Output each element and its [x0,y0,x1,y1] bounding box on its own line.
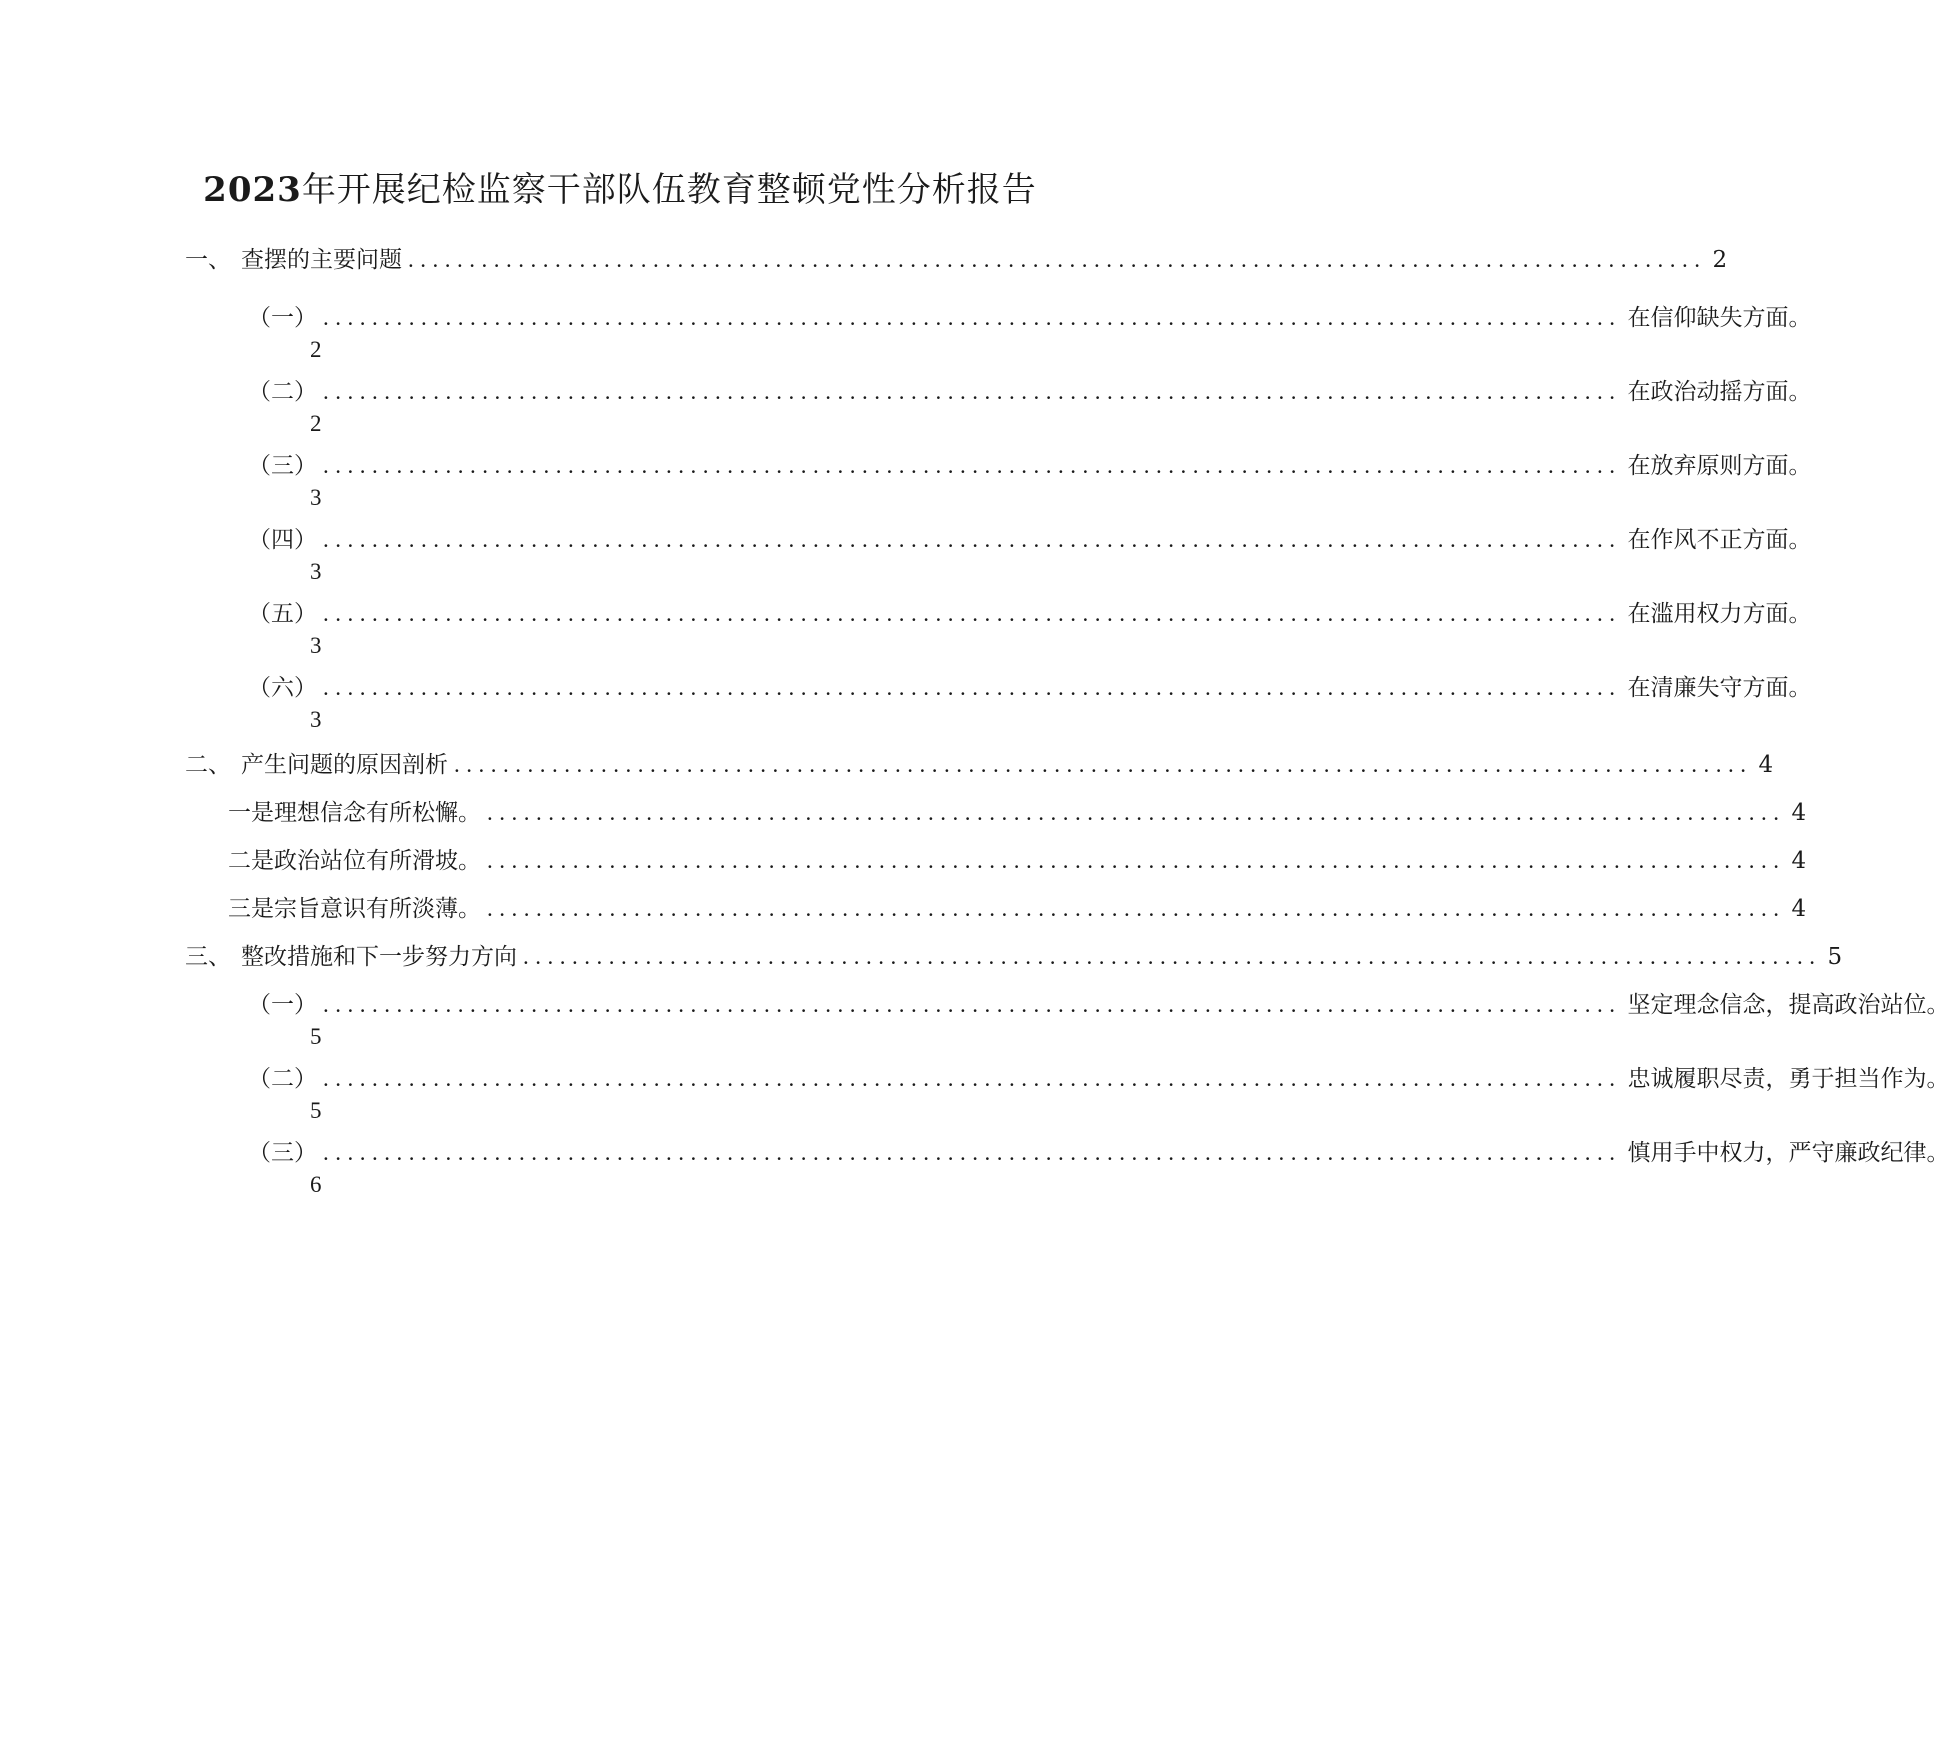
toc-entry[interactable] [185,941,1843,973]
toc-label: 在清廉失守方面。 [1627,675,1812,701]
toc-leader-dots: .......................................................................................................... [323,675,1622,700]
toc-label: 忠诚履职尽责，勇于担当作为。 [1627,1066,1950,1092]
document-title [0,162,1240,211]
toc-entry[interactable] [185,244,1728,276]
toc-entry[interactable] [248,376,1812,408]
toc-entry[interactable] [248,989,1950,1021]
toc-page-number: 4 [1791,848,1807,874]
toc-page-number: 4 [1758,752,1774,778]
toc-number: （一） [248,992,317,1018]
toc-leader-dots: .......................................................................................................... [454,752,1753,777]
toc-label: 三是宗旨意识有所淡薄。 [228,896,481,922]
toc-number: （二） [248,1066,317,1092]
toc-leader-dots: .......................................................................................................... [323,527,1622,552]
toc-number: （一） [248,305,317,331]
toc-label: 在作风不正方面。 [1627,527,1812,553]
title-text: 年开展纪检监察干部队伍教育整顿党性分析报告 [301,170,1037,210]
toc-label: 在滥用权力方面。 [1627,601,1812,627]
toc-number: （三） [248,453,317,479]
toc-page-number: 3 [310,559,322,584]
toc-page-number: 3 [310,485,322,510]
toc-page-number: 5 [1827,944,1843,970]
toc-label: 坚定理念信念，提高政治站位。 [1627,992,1950,1018]
toc-label: 在信仰缺失方面。 [1627,305,1812,331]
toc-number: （五） [248,601,317,627]
toc-entry[interactable] [248,598,1812,630]
toc-entry[interactable] [248,1063,1950,1095]
toc-number: （四） [248,527,317,553]
toc-page-number: 5 [310,1098,322,1123]
toc-page-number: 3 [310,633,322,658]
toc-leader-dots: .......................................................................................................... [323,305,1622,330]
toc-label: 查摆的主要问题 [241,247,402,273]
toc-number: （二） [248,379,317,405]
toc-leader-dots: .......................................................................................................... [408,247,1707,272]
toc-label: 二是政治站位有所滑坡。 [228,848,481,874]
toc-leader-dots: .......................................................................................................... [323,379,1622,404]
toc-entry[interactable] [185,749,1774,781]
toc-leader-dots: .......................................................................................................... [323,992,1622,1017]
toc-page-number: 3 [310,707,322,732]
toc-number: （六） [248,675,317,701]
toc-leader-dots: .......................................................................................................... [323,453,1622,478]
toc-leader-dots: .......................................................................................................... [487,896,1786,921]
toc-page-number: 2 [310,411,322,436]
toc-label: 在政治动摇方面。 [1627,379,1812,405]
toc-label: 产生问题的原因剖析 [241,752,448,778]
toc-entry[interactable] [248,450,1812,482]
toc-number: 三、 [185,944,231,970]
toc-page-number: 2 [310,337,322,362]
toc-page-number: 5 [310,1024,322,1049]
toc-page-number: 4 [1791,896,1807,922]
toc-page-number: 6 [310,1172,322,1197]
toc-number: （三） [248,1140,317,1166]
toc-leader-dots: .......................................................................................................... [523,944,1822,969]
toc-leader-dots: .......................................................................................................... [487,800,1786,825]
toc-leader-dots: .......................................................................................................... [487,848,1786,873]
toc-entry[interactable] [228,845,1807,877]
toc-leader-dots: .......................................................................................................... [323,1066,1622,1091]
toc-page-number: 4 [1791,800,1807,826]
title-year: 2023 [203,170,302,210]
toc-entry[interactable] [228,797,1807,829]
toc-leader-dots: .......................................................................................................... [323,1140,1622,1165]
toc-entry[interactable] [228,893,1807,925]
toc-page-number: 2 [1712,247,1728,273]
toc-entry[interactable] [248,1137,1950,1169]
toc-leader-dots: .......................................................................................................... [323,601,1622,626]
toc-label: 慎用手中权力，严守廉政纪律。 [1627,1140,1950,1166]
toc-number: 一、 [185,247,231,273]
toc-entry[interactable] [248,672,1812,704]
toc-label: 在放弃原则方面。 [1627,453,1812,479]
toc-label: 一是理想信念有所松懈。 [228,800,481,826]
toc-entry[interactable] [248,302,1812,334]
toc-number: 二、 [185,752,231,778]
toc-label: 整改措施和下一步努力方向 [241,944,517,970]
toc-entry[interactable] [248,524,1812,556]
